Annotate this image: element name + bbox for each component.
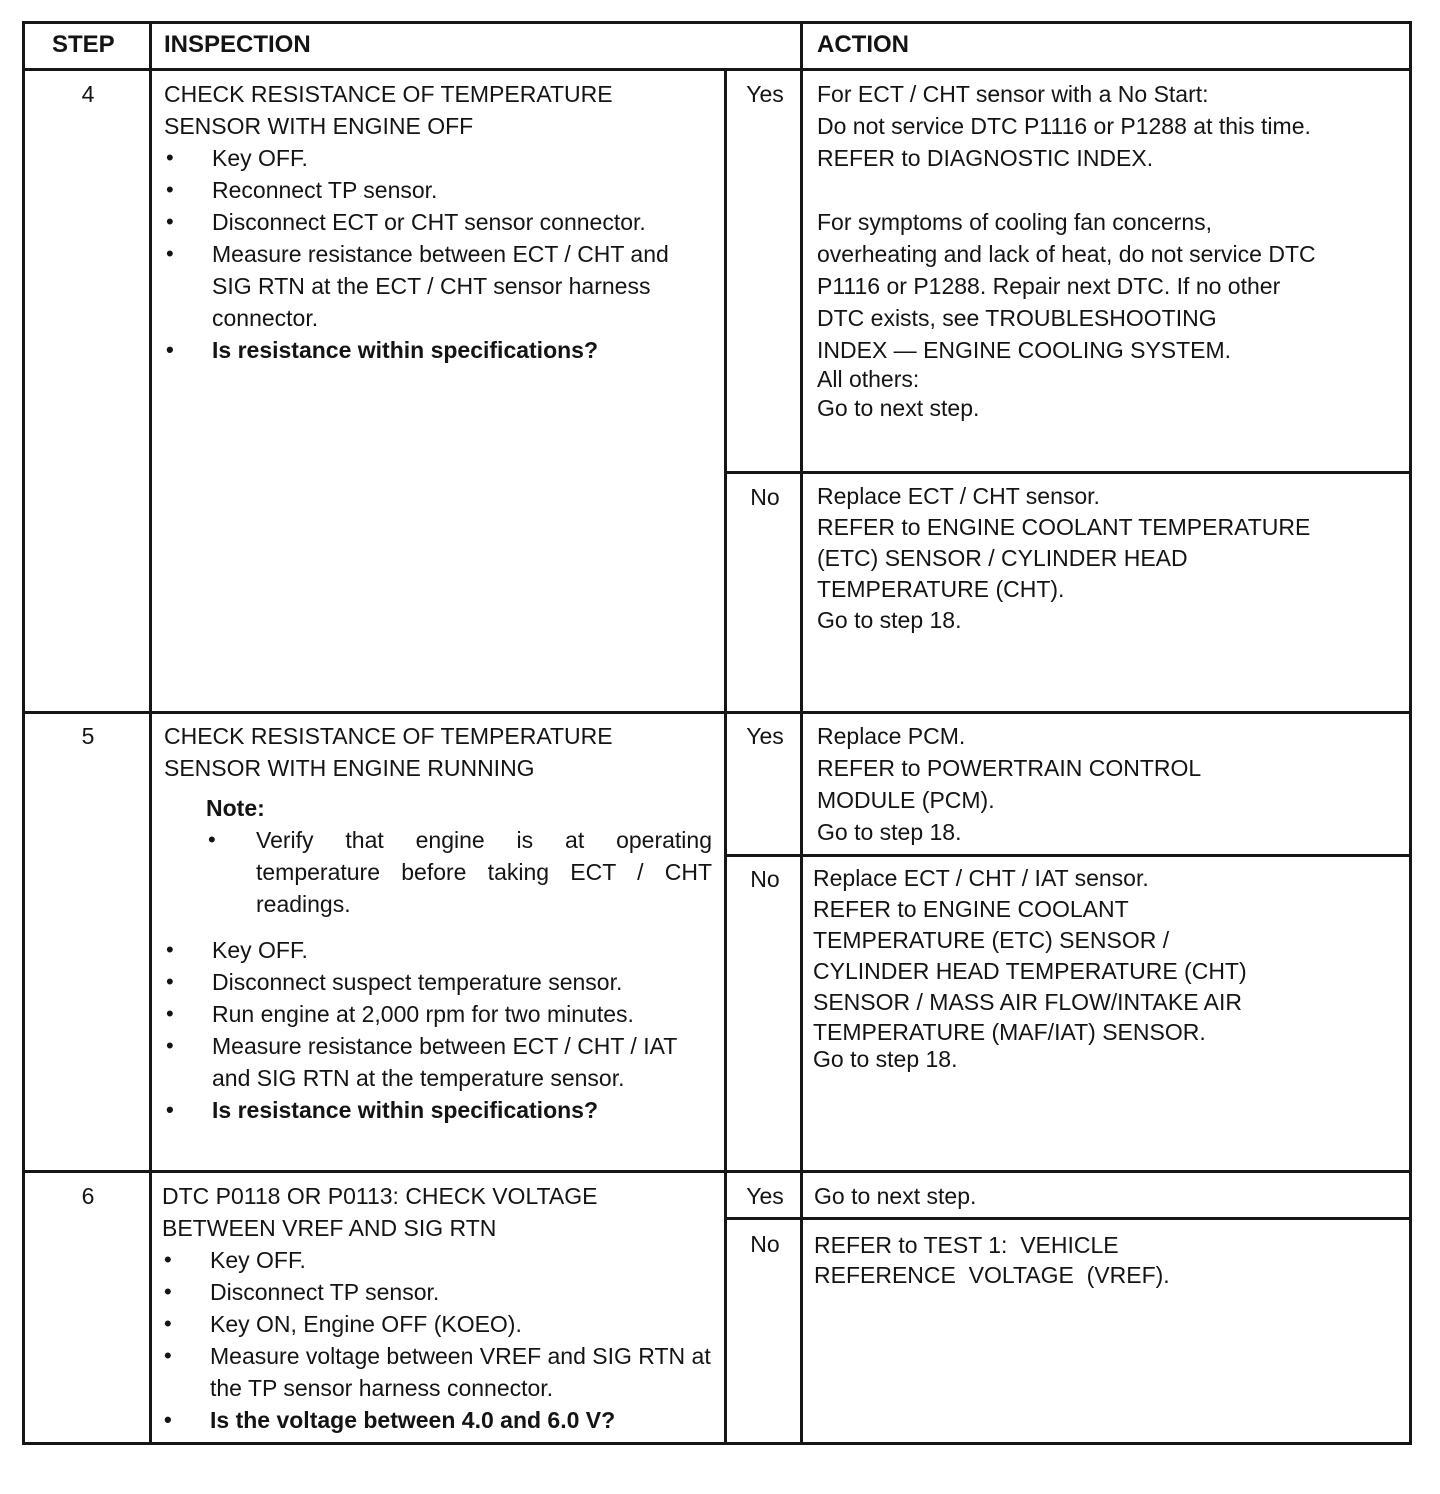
note-label: Note: xyxy=(206,795,265,821)
action-line: Replace ECT / CHT sensor. xyxy=(817,483,1100,509)
yes-no-divider-5 xyxy=(724,854,1412,857)
list-item: • Measure voltage between VREF and SIG RTN at the TP sensor harness connector. xyxy=(162,1340,712,1404)
inspection-cell-step-5 xyxy=(164,720,712,1126)
list-item: • Disconnect TP sensor. xyxy=(162,1276,712,1308)
list-item: • Key OFF. xyxy=(164,142,712,174)
question-item: • Is the voltage between 4.0 and 6.0 V? xyxy=(162,1404,712,1436)
action-line: Replace PCM. xyxy=(817,723,966,749)
action-line: For ECT / CHT sensor with a No Start: xyxy=(817,81,1209,107)
no-action-step-4 xyxy=(817,481,1402,636)
action-line: TEMPERATURE (ETC) SENSOR / xyxy=(813,927,1170,953)
question-item: • Is resistance within specifications? xyxy=(164,1094,712,1126)
list-item: • Measure resistance between ECT / CHT and SIG RTN at the ECT / CHT sensor harness connector. xyxy=(164,238,712,334)
action-line-blank xyxy=(817,174,1402,206)
action-line: Replace ECT / CHT / IAT sensor. xyxy=(813,865,1149,891)
action-line: Go to next step. xyxy=(814,1183,977,1209)
list-item: • Run engine at 2,000 rpm for two minutes. xyxy=(164,998,712,1030)
action-line: Go to step 18. xyxy=(817,819,962,845)
table-border-bottom xyxy=(22,1442,1412,1445)
inspection-steps xyxy=(162,1244,712,1436)
inspection-title: CHECK RESISTANCE OF TEMPERATURE xyxy=(164,81,613,107)
note-item: • Verify that engine is at operating temperature before taking ECT / CHT readings. xyxy=(206,824,712,920)
action-line: overheating and lack of heat, do not service DTC xyxy=(817,241,1316,267)
action-line: TEMPERATURE (CHT). xyxy=(817,576,1065,602)
table-border-right xyxy=(1409,21,1412,1445)
step-number: 6 xyxy=(81,1183,95,1209)
action-line: Do not service DTC P1116 or P1288 at this time. xyxy=(817,113,1311,139)
row-divider-4-5 xyxy=(22,711,1412,714)
action-line: P1116 or P1288. Repair next DTC. If no other xyxy=(817,273,1281,299)
yes-action-step-5 xyxy=(817,720,1402,848)
inspection-title: BETWEEN VREF AND SIG RTN xyxy=(162,1215,497,1241)
yes-label: Yes xyxy=(746,81,784,107)
action-line: REFER to DIAGNOSTIC INDEX. xyxy=(817,145,1154,171)
action-line: REFER to ENGINE COOLANT xyxy=(813,896,1129,922)
action-line: MODULE (PCM). xyxy=(817,787,995,813)
inspection-title: DTC P0118 OR P0113: CHECK VOLTAGE xyxy=(162,1183,598,1209)
action-line: DTC exists, see TROUBLESHOOTING xyxy=(817,305,1217,331)
inspection-title: CHECK RESISTANCE OF TEMPERATURE xyxy=(164,723,613,749)
step-number: 4 xyxy=(81,81,95,107)
list-item: • Reconnect TP sensor. xyxy=(164,174,712,206)
action-line: Go to step 18. xyxy=(817,607,962,633)
action-line: Go to next step. xyxy=(817,395,980,421)
note-block xyxy=(164,792,712,920)
table-border-top xyxy=(22,21,1412,24)
action-line: REFER to ENGINE COOLANT TEMPERATURE xyxy=(817,514,1311,540)
action-line: For symptoms of cooling fan concerns, xyxy=(817,209,1212,235)
action-line: INDEX — ENGINE COOLING SYSTEM. xyxy=(817,337,1232,363)
header-step: STEP xyxy=(52,31,115,58)
list-item: • Key OFF. xyxy=(164,934,712,966)
yes-label: Yes xyxy=(746,1183,784,1209)
action-line: Go to step 18. xyxy=(813,1046,958,1072)
inspection-cell-step-4 xyxy=(164,78,712,366)
inspection-steps xyxy=(164,142,712,366)
yes-no-divider-4 xyxy=(724,471,1412,474)
header-inspection: INSPECTION xyxy=(164,31,311,58)
yes-no-divider-6 xyxy=(724,1217,1412,1220)
no-action-step-6 xyxy=(814,1230,1402,1290)
list-item: • Key OFF. xyxy=(162,1244,712,1276)
yes-label: Yes xyxy=(746,723,784,749)
question-item: • Is resistance within specifications? xyxy=(164,334,712,366)
inspection-title: SENSOR WITH ENGINE OFF xyxy=(164,113,474,139)
no-label: No xyxy=(750,1231,780,1257)
inspection-cell-step-6 xyxy=(162,1180,712,1436)
inspection-title: SENSOR WITH ENGINE RUNNING xyxy=(164,755,535,781)
step-number: 5 xyxy=(81,723,95,749)
action-line: REFER to POWERTRAIN CONTROL xyxy=(817,755,1202,781)
row-divider-5-6 xyxy=(22,1170,1412,1173)
action-line: REFERENCE VOLTAGE (VREF). xyxy=(814,1262,1170,1288)
action-line: TEMPERATURE (MAF/IAT) SENSOR. xyxy=(813,1019,1206,1045)
header-divider xyxy=(22,68,1412,71)
action-line: SENSOR / MASS AIR FLOW/INTAKE AIR xyxy=(813,989,1242,1015)
action-line: (ETC) SENSOR / CYLINDER HEAD xyxy=(817,545,1188,571)
no-label: No xyxy=(750,484,780,510)
no-action-step-5 xyxy=(813,863,1403,1072)
action-line: CYLINDER HEAD TEMPERATURE (CHT) xyxy=(813,958,1247,984)
list-item: • Measure resistance between ECT / CHT / IAT and SIG RTN at the temperature sensor. xyxy=(164,1030,712,1094)
yes-action-step-4 xyxy=(817,78,1402,424)
action-line: REFER to TEST 1: VEHICLE xyxy=(814,1232,1119,1258)
list-item: • Disconnect suspect temperature sensor. xyxy=(164,966,712,998)
inspection-steps xyxy=(164,934,712,1126)
action-line: All others: xyxy=(817,366,920,392)
yes-action-step-6 xyxy=(814,1180,1402,1212)
header-action: ACTION xyxy=(817,31,909,58)
list-item: • Key ON, Engine OFF (KOEO). xyxy=(162,1308,712,1340)
list-item: • Disconnect ECT or CHT sensor connector. xyxy=(164,206,712,238)
no-label: No xyxy=(750,866,780,892)
